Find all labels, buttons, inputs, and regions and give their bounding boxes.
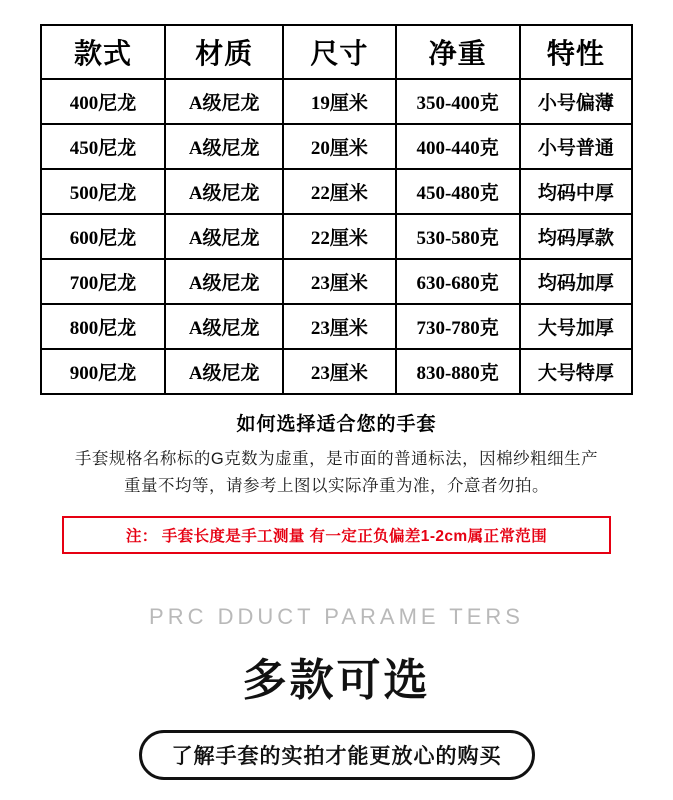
cell-size: 19厘米 [283, 79, 395, 124]
cell-material: A级尼龙 [165, 214, 283, 259]
cell-material: A级尼龙 [165, 259, 283, 304]
guide-text-line-1: 手套规格名称标的G克数为虚重，是市面的普通标法，因棉纱粗细生产 [74, 450, 599, 468]
cell-weight: 830-880克 [396, 349, 520, 394]
promo-english-heading: PRC DDUCT PARAME TERS [149, 604, 524, 629]
table-row [41, 169, 632, 214]
spec-table-body [41, 79, 632, 394]
spec-table-head [41, 25, 632, 79]
cell-material: A级尼龙 [165, 79, 283, 124]
table-row [41, 259, 632, 304]
promo-pill-container [0, 730, 673, 780]
cell-style: 900尼龙 [41, 349, 165, 394]
promo-chinese-heading: 多款可选 [242, 656, 431, 705]
table-row [41, 124, 632, 169]
guide-text-line-2: 重量不均等，请参考上图以实际净重为准，介意者勿拍。 [124, 477, 549, 495]
cell-feature: 小号偏薄 [520, 79, 632, 124]
cell-weight: 350-400克 [396, 79, 520, 124]
cell-material: A级尼龙 [165, 169, 283, 214]
notice-label: 注： [125, 528, 158, 545]
table-row [41, 304, 632, 349]
cell-material: A级尼龙 [165, 304, 283, 349]
cell-size: 23厘米 [283, 304, 395, 349]
spec-table-container [0, 0, 673, 395]
column-header-style: 款式 [41, 25, 165, 79]
notice-container [0, 500, 673, 554]
cell-weight: 400-440克 [396, 124, 520, 169]
cell-material: A级尼龙 [165, 124, 283, 169]
cell-weight: 450-480克 [396, 169, 520, 214]
column-header-net-weight: 净重 [396, 25, 520, 79]
column-header-size: 尺寸 [283, 25, 395, 79]
cell-style: 400尼龙 [41, 79, 165, 124]
cell-style: 700尼龙 [41, 259, 165, 304]
column-header-material: 材质 [165, 25, 283, 79]
cell-feature: 大号特厚 [520, 349, 632, 394]
table-row [41, 214, 632, 259]
table-row [41, 349, 632, 394]
cell-material: A级尼龙 [165, 349, 283, 394]
cell-style: 800尼龙 [41, 304, 165, 349]
cell-weight: 530-580克 [396, 214, 520, 259]
spec-table [40, 24, 633, 395]
cell-style: 600尼龙 [41, 214, 165, 259]
cell-size: 20厘米 [283, 124, 395, 169]
column-header-feature: 特性 [520, 25, 632, 79]
notice-text: 手套长度是手工测量 有一定正负偏差1-2cm属正常范围 [161, 528, 548, 545]
cell-feature: 均码厚款 [520, 214, 632, 259]
table-header-row [41, 25, 632, 79]
cell-size: 22厘米 [283, 169, 395, 214]
cell-size: 23厘米 [283, 259, 395, 304]
measurement-notice-box [62, 516, 611, 554]
table-row [41, 79, 632, 124]
cell-feature: 大号加厚 [520, 304, 632, 349]
promo-pill-button[interactable]: 了解手套的实拍才能更放心的购买 [139, 730, 535, 780]
cell-feature: 均码加厚 [520, 259, 632, 304]
cell-size: 23厘米 [283, 349, 395, 394]
cell-weight: 630-680克 [396, 259, 520, 304]
guide-title: 如何选择适合您的手套 [236, 414, 437, 435]
promo-section [0, 604, 673, 780]
cell-size: 22厘米 [283, 214, 395, 259]
cell-feature: 小号普通 [520, 124, 632, 169]
selection-guide [0, 395, 673, 500]
cell-style: 450尼龙 [41, 124, 165, 169]
cell-weight: 730-780克 [396, 304, 520, 349]
cell-style: 500尼龙 [41, 169, 165, 214]
cell-feature: 均码中厚 [520, 169, 632, 214]
